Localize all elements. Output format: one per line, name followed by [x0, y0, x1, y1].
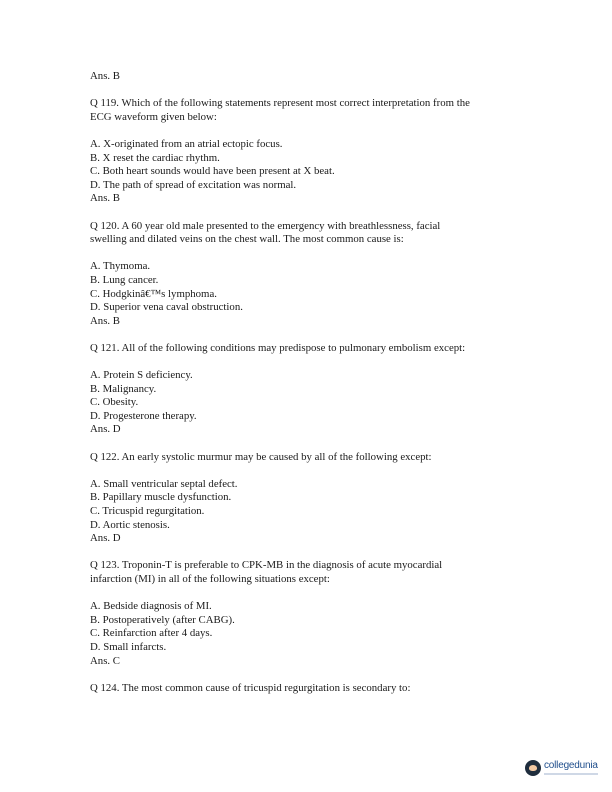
blank-line [90, 206, 530, 220]
blank-line [90, 464, 530, 478]
text-line: B. Papillary muscle dysfunction. [90, 491, 232, 504]
text-line: C. Hodgkinâ€™s lymphoma. [90, 287, 217, 300]
blank-line [90, 247, 530, 261]
text-line: A. Thymoma. [90, 260, 151, 273]
text-line: Ans. D [90, 423, 121, 436]
text-line: A. Protein S deficiency. [90, 369, 193, 382]
text-line: D. Small infarcts. [90, 640, 167, 653]
mascot-icon [525, 760, 541, 776]
text-line: D. Superior vena caval obstruction. [90, 301, 243, 314]
blank-line [90, 546, 530, 560]
logo-name: collegedunia [544, 760, 598, 771]
text-line: B. Malignancy. [90, 382, 157, 395]
blank-line [90, 355, 530, 369]
text-line: B. X reset the cardiac rhythm. [90, 151, 220, 164]
text-line: Q 124. The most common cause of tricuspid regurgitation is secondary to: [90, 681, 411, 694]
text-line: B. Postoperatively (after CABG). [90, 613, 235, 626]
text-line: Ans. C [90, 654, 120, 667]
text-line: C. Tricuspid regurgitation. [90, 505, 205, 517]
text-line: D. Aortic stenosis. [90, 518, 170, 531]
text-line: A. Bedside diagnosis of MI. [90, 600, 212, 613]
text-line: C. Obesity. [90, 396, 139, 409]
text-line: A. X-originated from an atrial ectopic focus. [90, 137, 283, 150]
text-line: B. Lung cancer. [90, 273, 159, 286]
text-line: Q 121. All of the following conditions may predispose to pulmonary embolism except: [90, 341, 466, 354]
text-line: C. Both heart sounds would have been present at X beat. [90, 165, 335, 178]
text-line: Q 122. An early systolic murmur may be caused by all of the following except: [90, 450, 432, 463]
text-line: D. The path of spread of excitation was normal. [90, 178, 297, 191]
text-line: Ans. D [90, 532, 121, 545]
blank-line [90, 587, 530, 601]
text-line: Q 123. Troponin-T is preferable to CPK-MB in the diagnosis of acute myocardial [90, 559, 443, 572]
text-line: infarction (MI) in all of the following situations except: [90, 572, 330, 585]
blank-line [90, 668, 530, 682]
logo-tagline-mark [544, 773, 598, 775]
blank-line [90, 124, 530, 138]
blank-line [90, 328, 530, 342]
blank-line [90, 84, 530, 98]
text-line: Ans. B [90, 192, 120, 205]
text-line: Ans. B [90, 70, 120, 82]
collegedunia-logo [525, 760, 598, 776]
text-line: Ans. B [90, 314, 120, 327]
text-line: ECG waveform given below: [90, 110, 217, 123]
text-line: D. Progesterone therapy. [90, 409, 197, 422]
document-body [90, 70, 530, 695]
text-line: Q 119. Which of the following statements represent most correct interpretation from the [90, 97, 470, 110]
text-line: C. Reinfarction after 4 days. [90, 627, 213, 640]
text-line: A. Small ventricular septal defect. [90, 477, 238, 490]
text-line: swelling and dilated veins on the chest wall. The most common cause is: [90, 233, 404, 246]
text-line: Q 120. A 60 year old male presented to the emergency with breathlessness, facial [90, 219, 441, 232]
blank-line [90, 437, 530, 451]
logo-text [544, 761, 598, 775]
